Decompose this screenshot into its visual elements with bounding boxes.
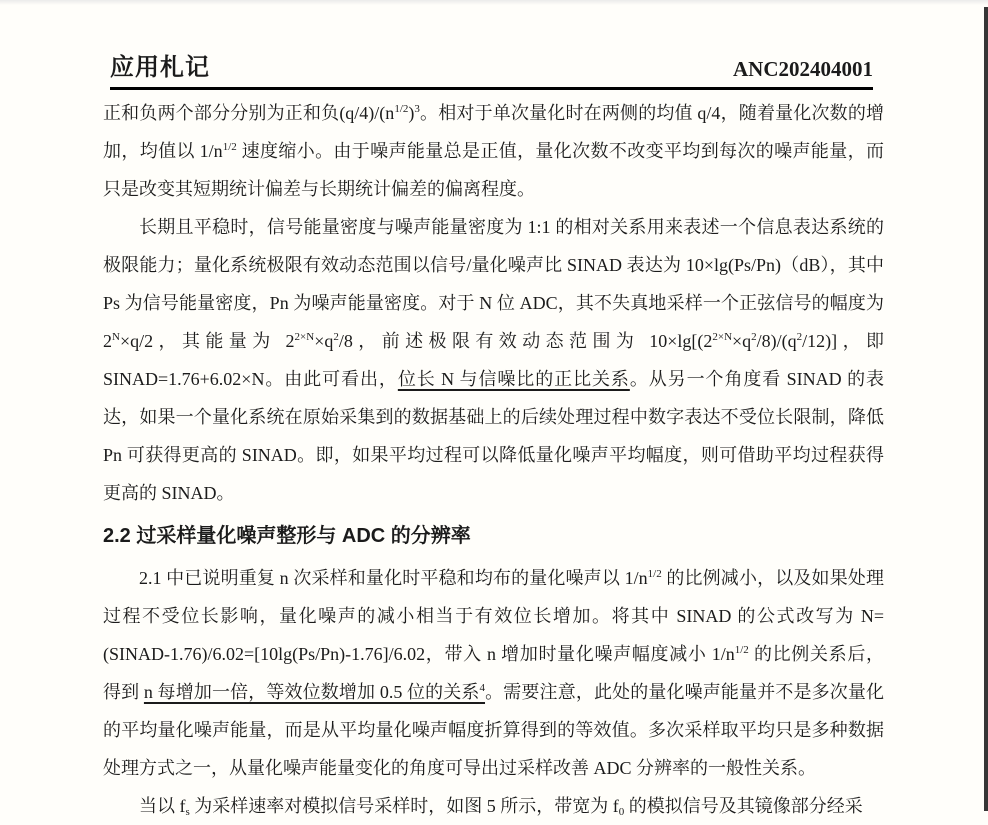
section-heading-2-2: 2.2 过采样量化噪声整形与 ADC 的分辨率 (103, 525, 471, 547)
page-top-edge (0, 0, 988, 5)
paragraph-sinad-definition: 长期且平稳时，信号能量密度与噪声能量密度为 1:1 的相对关系用来表述一个信息表达系统的极限能力；量化系统极限有效动态范围以信号/量化噪声比 SINAD 表达为 10×lg(Ps/Pn)（dB），其中 Ps 为信号能量密度，Pn 为噪声能量密度。对于 N 位 ADC，其不失真地采样一个正弦信号的幅度为 $2^N\times q/2$，其能量为 $2^{2\times N}\times q^2/8$，前述极限有效动态范围为 $10\times\lg[(2^{2\times N}\times q^2/8)/(q^2/12)]$，即 SINAD=1.76+6.02×N。由此可看出，位长 N 与信噪比的正比关系。从另一个角度看 SINAD 的表达，如果一个量化系统在原始采集到的数据基础上的后续处理过程中数字表达不受位长限制，降低 Pn 可获得更高的 SINAD。即，如果平均过程可以降低量化噪声平均幅度，则可借助平均过程获得更高的 SINAD。 (103, 217, 884, 503)
header-title: 应用札记 (110, 54, 210, 81)
window-right-edge (984, 7, 988, 811)
document-body (103, 94, 884, 825)
paragraph-quantization-noise: 正和负两个部分分别为正和负$(q/4)/(n^{1/2})^3$。相对于单次量化时在两侧的均值 q/4，随着量化次数的增加，均值以 $1/n^{1/2}$ 速度缩小。由于噪声能量总是正值，量化次数不改变平均到每次的噪声能量，而只是改变其短期统计偏差与长期统计偏差的偏离程度。 (103, 103, 885, 199)
page-header (110, 47, 873, 90)
header-doc-number: ANC202404001 (733, 57, 873, 81)
paragraph-oversampling-resolution: 2.1 中已说明重复 n 次采样和量化时平稳和均布的量化噪声以 $1/n^{1/2}$ 的比例减小，以及如果处理过程不受位长影响，量化噪声的减小相当于有效位长增加。将其中 SINAD 的公式改写为 N=(SINAD-1.76)/6.02=[10lg(Ps/Pn)-1.76]/6.02，带入 n 增加时量化噪声幅度减小 $1/n^{1/2}$ 的比例关系后，得到 n 每增加一倍，等效位数增加 0.5 位的关系$^4$。需要注意，此处的量化噪声能量并不是多次量化的平均量化噪声能量，而是从平均量化噪声幅度折算得到的等效值。多次采样取平均只是多种数据处理方式之一，从量化噪声能量变化的角度可导出过采样改善 ADC 分辨率的一般性关系。 (103, 568, 885, 778)
paragraph-sampling-rate-cutoff: 当以 $f_s$ 为采样速率对模拟信号采样时，如图 5 所示，带宽为 $f_0$ 的模拟信号及其镜像部分经采 (139, 796, 863, 818)
